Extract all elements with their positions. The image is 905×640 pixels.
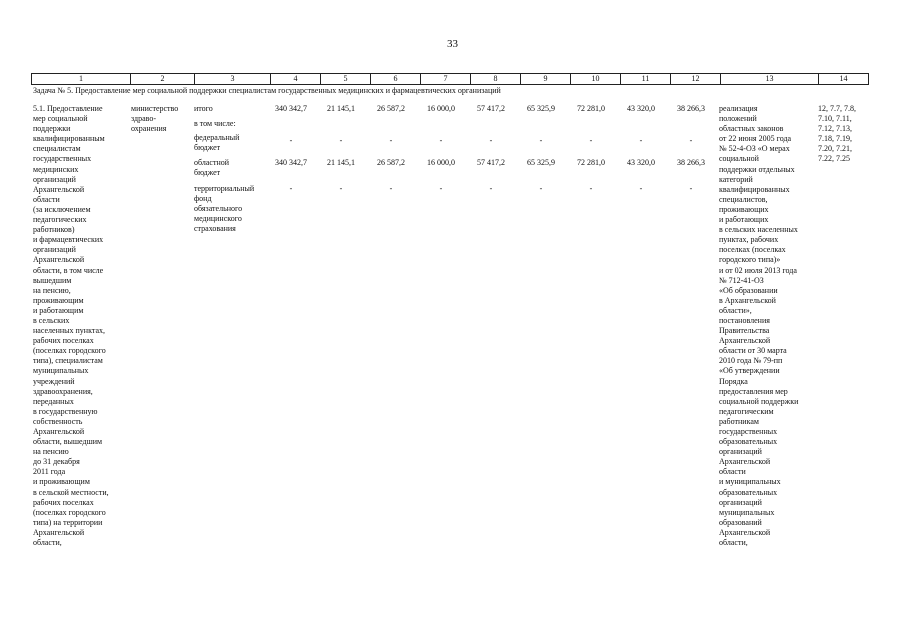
col-header-4: 4: [271, 74, 321, 85]
total-year-2014: 21 145,1: [327, 104, 355, 113]
indicator-references: 12, 7.7, 7.8, 7.10, 7.11, 7.12, 7.13, 7.18, 7.19, 7.20, 7.21, 7.22, 7.25: [818, 104, 856, 164]
federal-dash: -: [439, 136, 443, 145]
total-year-2016: 16 000,0: [427, 104, 455, 113]
federal-dash: -: [589, 136, 593, 145]
funding-regional-label: областной бюджет: [194, 158, 230, 178]
regional-amount: 340 342,7: [275, 158, 307, 167]
col-header-6: 6: [371, 74, 421, 85]
federal-dash: -: [489, 136, 493, 145]
federal-dash: -: [639, 136, 643, 145]
col-header-10: 10: [571, 74, 621, 85]
tfoms-dash: -: [689, 184, 693, 193]
col-header-9: 9: [521, 74, 571, 85]
col-header-5: 5: [321, 74, 371, 85]
funding-total-label: итого: [194, 104, 213, 113]
tfoms-dash: -: [289, 184, 293, 193]
task-title: Задача № 5. Предоставление мер социальной поддержки специалистам государственных медицинских и фармацевтических организаций: [33, 86, 501, 95]
regional-year-2021: 38 266,3: [677, 158, 705, 167]
tfoms-dash: -: [439, 184, 443, 193]
federal-dash: -: [339, 136, 343, 145]
col-header-14: 14: [819, 74, 869, 85]
federal-dash: -: [689, 136, 693, 145]
tfoms-dash: -: [589, 184, 593, 193]
federal-dash: -: [389, 136, 393, 145]
total-year-2019: 72 281,0: [577, 104, 605, 113]
tfoms-dash: -: [339, 184, 343, 193]
regional-year-2017: 57 417,2: [477, 158, 505, 167]
tfoms-dash: -: [639, 184, 643, 193]
col-header-3: 3: [195, 74, 271, 85]
col-header-1: 1: [32, 74, 131, 85]
regional-year-2014: 21 145,1: [327, 158, 355, 167]
tfoms-dash: -: [539, 184, 543, 193]
funding-including-label: в том числе:: [194, 119, 236, 128]
funding-tfoms-label: территориальный фонд обязательного медицинского страхования: [194, 184, 255, 234]
federal-dash: -: [539, 136, 543, 145]
regional-year-2015: 26 587,2: [377, 158, 405, 167]
measure-description: 5.1. Предоставление мер социальной поддержки квалифицированным специалистам государственных медицинских организаций Архангельской области (за исключением педагогических работников) и фармацевтических организаций Архангельской области, в том числе вышедшим на пенсию, проживающим и работающим в сельских населенных пунктах, рабочих поселках (поселках городского типа), специалистам муниципальных учреждений здравоохранения, переданных в государственную собственность Архангельской области, вышедшим на пенсию до 31 декабря 2011 года и проживающим в сельской местности, рабочих поселках (поселках городского типа) на территории Архангельской области,: [33, 104, 109, 548]
col-header-12: 12: [671, 74, 721, 85]
tfoms-dash: -: [389, 184, 393, 193]
legal-basis: реализация положений областных законов от 22 июня 2005 года № 52-4-ОЗ «О мерах социальной поддержки отдельных категорий квалифицированных специалистов, проживающих и работающих в сельских населенных пунктах, рабочих поселках (поселках городского типа)» и от 02 июля 2013 года № 712-41-ОЗ «Об образовании в Архангельской области», постановления Правительства Архангельской области от 30 марта 2010 года № 79-пп «Об утверждении Порядка предоставления мер социальной поддержки педагогическим работникам государственных образовательных организаций Архангельской области и муниципальных образовательных организаций муниципальных образований Архангельской области,: [719, 104, 799, 548]
funding-federal-label: федеральный бюджет: [194, 133, 240, 153]
column-number-header: [31, 73, 869, 85]
total-amount: 340 342,7: [275, 104, 307, 113]
tfoms-dash: -: [489, 184, 493, 193]
regional-year-2016: 16 000,0: [427, 158, 455, 167]
col-header-8: 8: [471, 74, 521, 85]
responsible-executor: министерство здраво- охранения: [131, 104, 179, 134]
total-year-2015: 26 587,2: [377, 104, 405, 113]
total-year-2020: 43 320,0: [627, 104, 655, 113]
regional-year-2018: 65 325,9: [527, 158, 555, 167]
col-header-7: 7: [421, 74, 471, 85]
federal-dash: -: [289, 136, 293, 145]
regional-year-2019: 72 281,0: [577, 158, 605, 167]
total-year-2021: 38 266,3: [677, 104, 705, 113]
regional-year-2020: 43 320,0: [627, 158, 655, 167]
total-year-2018: 65 325,9: [527, 104, 555, 113]
total-year-2017: 57 417,2: [477, 104, 505, 113]
col-header-13: 13: [721, 74, 819, 85]
page-number: 33: [447, 38, 458, 50]
col-header-11: 11: [621, 74, 671, 85]
col-header-2: 2: [131, 74, 195, 85]
